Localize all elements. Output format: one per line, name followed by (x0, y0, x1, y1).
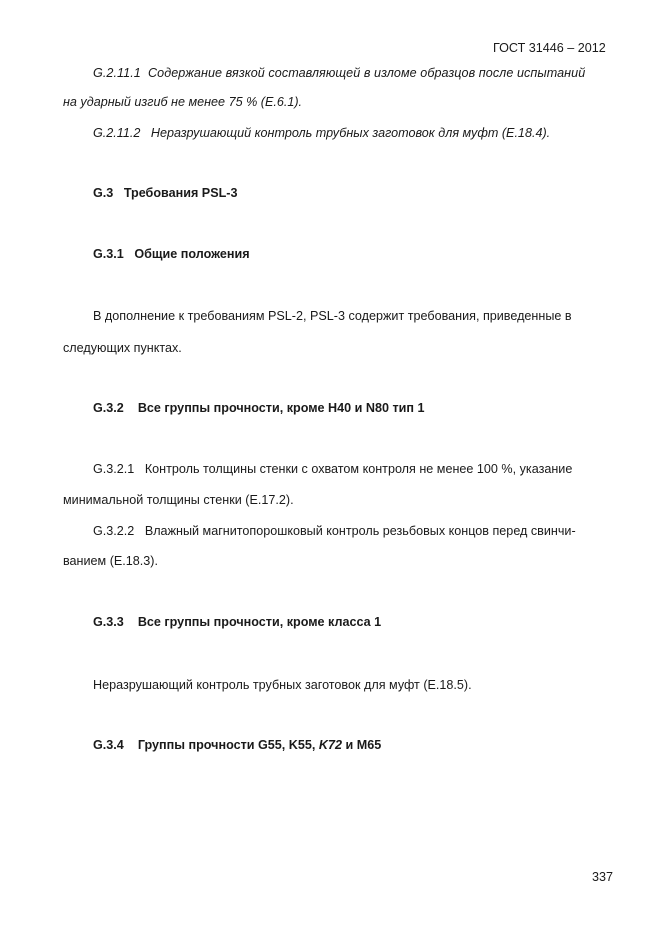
heading-number: G.3.1 (93, 247, 124, 261)
clause-text: Влажный магнитопорошковый контроль резьбовых концов перед свинчи- (144, 524, 576, 538)
clause-g3-2-1-line2: минимальной толщины стенки (E.17.2). (63, 493, 294, 507)
clause-g3-2-2-line2: ванием (E.18.3). (63, 554, 159, 568)
body-text-g3-1-line1: В дополнение к требованиям PSL-2, PSL-3 содержит требования, приведенные в (93, 309, 572, 323)
clause-number: G.3.2.1 (93, 462, 135, 476)
section-heading-g3-2 (93, 400, 425, 416)
clause-number: G.3.2.2 (93, 524, 135, 538)
clause-number: G.2.11.1 (93, 66, 141, 80)
page-number: 337 (592, 870, 614, 884)
heading-title: Все группы прочности, кроме H40 и N80 тип 1 (137, 401, 425, 415)
heading-title-italic-part: K72 (318, 738, 343, 752)
doc-code-header: ГОСТ 31446 – 2012 (493, 41, 606, 55)
heading-title: Все группы прочности, кроме класса 1 (137, 615, 382, 629)
section-heading-g3-4 (93, 737, 381, 753)
heading-title: Общие положения (134, 247, 250, 261)
heading-number: G.3.3 (93, 615, 124, 629)
clause-g2-11-2 (93, 125, 550, 141)
clause-number: G.2.11.2 (93, 126, 141, 140)
heading-number: G.3.2 (93, 401, 124, 415)
clause-g2-11-1-line1 (93, 65, 585, 81)
heading-number: G.3.4 (93, 738, 124, 752)
section-heading-g3-1 (93, 246, 250, 262)
clause-text: Контроль толщины стенки с охватом контроля не менее 100 %, указание (144, 462, 573, 476)
section-heading-g3-3 (93, 614, 381, 630)
heading-title: Требования PSL-3 (123, 186, 238, 200)
clause-g3-2-1-line1 (93, 461, 572, 477)
clause-text: Содержание вязкой составляющей в изломе образцов после испытаний (147, 66, 586, 80)
heading-title: Группы прочности G55, K55, (137, 738, 319, 752)
clause-g2-11-1-line2: на ударный изгиб не менее 75 % (E.6.1). (63, 95, 303, 109)
heading-title-end: и M65 (342, 738, 382, 752)
body-text-g3-1-line2: следующих пунктах. (63, 341, 182, 355)
body-text-g3-3: Неразрушающий контроль трубных заготовок для муфт (E.18.5). (93, 678, 472, 692)
heading-number: G.3 (93, 186, 114, 200)
clause-text: Неразрушающий контроль трубных заготовок для муфт (E.18.4). (150, 126, 551, 140)
section-heading-g3 (93, 185, 238, 201)
clause-g3-2-2-line1 (93, 523, 576, 539)
